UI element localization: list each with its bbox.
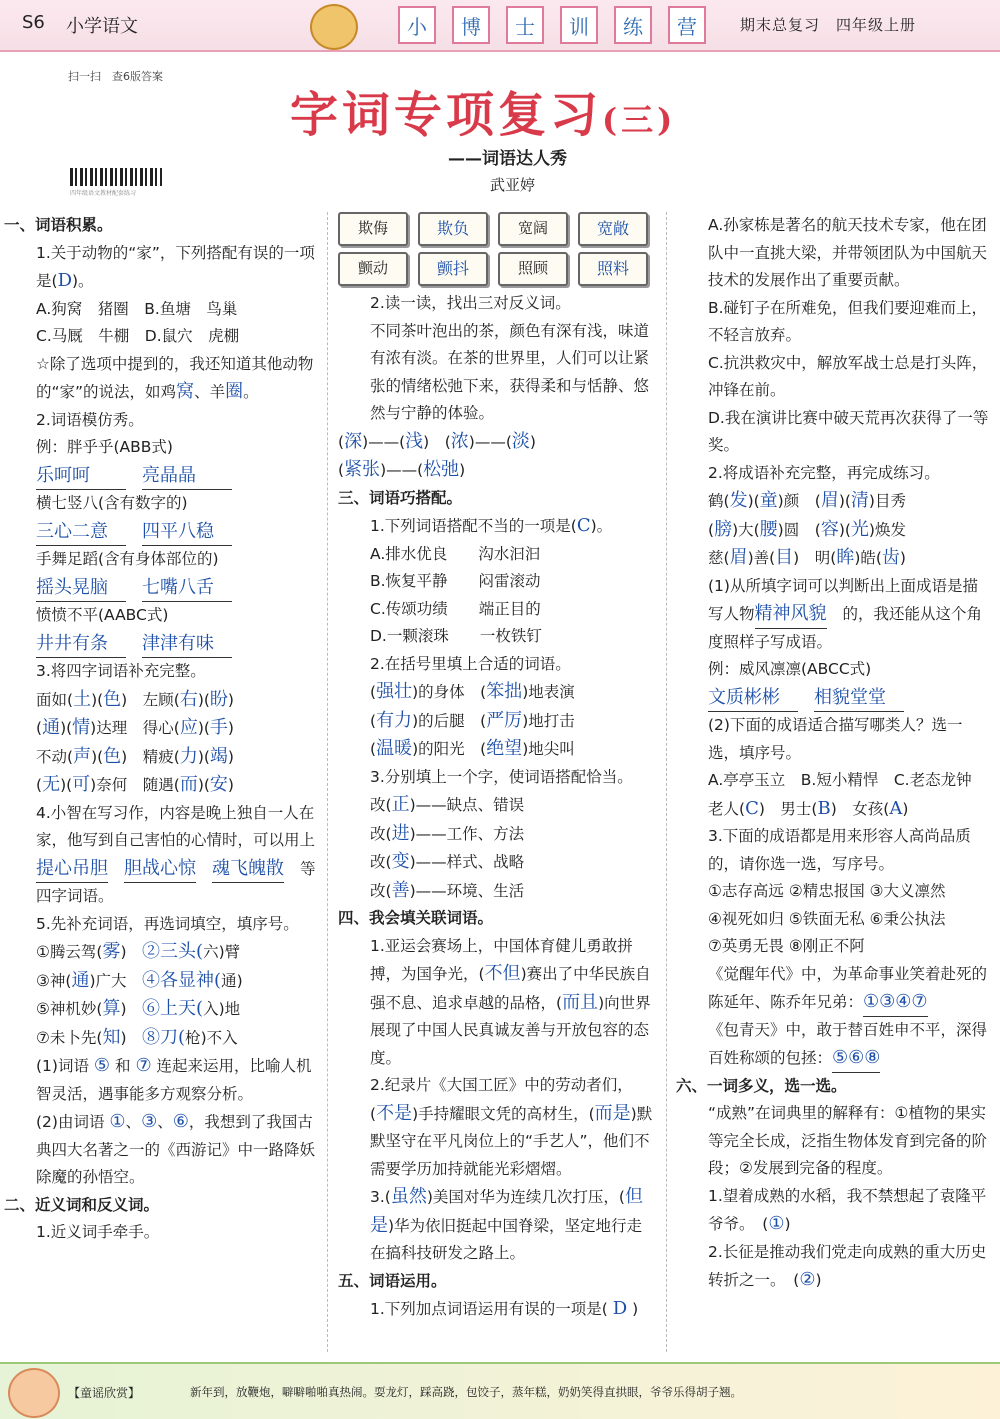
text: ( <box>370 683 377 701</box>
answer: 色 <box>103 745 122 767</box>
text: 改( <box>370 853 392 871</box>
fill-row <box>36 938 316 967</box>
answer: 腰 <box>759 518 778 540</box>
answer: 雾 <box>102 941 121 962</box>
text: ( <box>708 520 715 539</box>
text: )圆 <box>777 520 800 539</box>
question: 1.下列词语搭配不当的一项是(C)。 <box>370 515 613 536</box>
answer: 安 <box>209 774 228 795</box>
text: ( <box>814 520 821 539</box>
text: )广大 <box>89 971 127 990</box>
answer: 竭 <box>209 745 228 767</box>
answer: 手 <box>209 717 228 738</box>
text: 入 <box>203 1000 219 1018</box>
answer: 正 <box>391 794 410 815</box>
example: 例：胖乎乎(ABB式) <box>36 438 173 456</box>
column-left <box>4 212 316 1247</box>
text: )地 <box>218 1000 241 1018</box>
footer-text: 新年到，放鞭炮，噼噼啪啪真热闹。耍龙灯，踩高跷，包饺子，蒸年糕，奶奶笑得直拱眼，爷爷乐得胡子翘。 <box>190 1385 742 1399</box>
fill-row <box>36 743 316 772</box>
text: 改( <box>370 824 392 843</box>
text: ) <box>120 1000 127 1018</box>
text: )大( <box>732 520 760 539</box>
qr-caption: 四年级语文教材配套练习 <box>70 190 137 197</box>
fill-row <box>36 714 316 743</box>
qr-code-icon[interactable] <box>70 168 162 186</box>
option: B.碰钉子在所难免，但我们要迎难而上，不轻言放弃。 <box>708 298 988 344</box>
fill-row <box>36 1024 316 1053</box>
text: ) <box>121 747 128 766</box>
text: )地打击 <box>522 711 575 730</box>
match-row <box>370 678 654 707</box>
text: 随遇( <box>142 776 180 794</box>
text: ) <box>120 943 127 961</box>
section-heading: 五、词语运用。 <box>338 1271 447 1290</box>
section-heading: 四、我会填关联词语。 <box>338 909 494 927</box>
fill-rows <box>4 938 316 1052</box>
text: )焕发 <box>868 520 906 539</box>
text: 明( <box>814 549 837 567</box>
example: 横七竖八(含有数字的) <box>36 494 188 512</box>
column-middle <box>338 212 654 1324</box>
answers: 乐呵呵 亮晶晶 <box>4 462 316 491</box>
text: )( <box>197 776 210 794</box>
option: D.一颗滚珠 一枚铁钉 <box>370 627 542 645</box>
text: )( <box>197 747 210 766</box>
definition: “成熟”在词典里的解释有：①植物的果实等完全长成，泛指生物体发育到完备的阶段；②发展到完备的程度。 <box>708 1104 988 1177</box>
text: ( <box>36 719 43 737</box>
question-5-1: (1)词语 ⑤ 和 ⑦ 连起来运用，比喻人机智灵活，遇事能多方观察分析。 <box>36 1055 312 1103</box>
question-2: 2.词语模仿秀。 <box>36 410 144 429</box>
text: ( <box>480 683 487 701</box>
answer: 盼 <box>209 688 228 710</box>
answer: 眉 <box>820 490 839 511</box>
answer: 土 <box>73 688 92 710</box>
text: 鹤( <box>708 492 730 510</box>
footer <box>0 1362 1000 1419</box>
text: ⑤神机妙( <box>36 1000 103 1018</box>
fill-row <box>36 995 316 1024</box>
text: )颜 <box>777 492 800 510</box>
answer: 温暖 <box>376 738 413 759</box>
text: ( <box>814 492 821 510</box>
spacer <box>127 943 143 961</box>
match-row <box>370 707 654 736</box>
answers: 文质彬彬 相貌堂堂 <box>676 684 992 713</box>
column-right <box>676 212 992 1295</box>
answer: 知 <box>102 1026 121 1048</box>
column-divider <box>666 212 667 1352</box>
text: )( <box>60 719 73 737</box>
flag-word: 颤动 <box>338 252 408 286</box>
text: )善( <box>747 549 776 567</box>
spacer <box>127 776 143 794</box>
answer: 有力 <box>376 709 413 731</box>
text: )( <box>197 690 210 709</box>
answers: 井井有条 津津有味 <box>4 630 316 659</box>
fill-row <box>708 516 992 545</box>
question-5-2: (2)由词语 ①、③、⑥，我想到了我国古典四大名著之一的《西游记》中一路降妖除魔的孙悟空。 <box>36 1111 316 1186</box>
text: )皓( <box>854 549 882 567</box>
change-rows <box>338 791 654 905</box>
text: 左顾( <box>142 690 180 709</box>
child-illustration-icon <box>8 1368 60 1418</box>
text: 改( <box>370 796 392 814</box>
option: A.孙家栋是著名的航天技术专家，他在团队中一直挑大梁，并带领团队为中国航天技术的发展作出了重要贡献。 <box>708 216 988 289</box>
question-4: 4.小智在写习作，内容是晚上独自一人在家，他写到自己害怕的心情时，可以用上 提心吊胆 胆战心惊 魂飞魄散 等四字词语。 <box>36 803 316 905</box>
answer: 通 <box>71 969 90 991</box>
question: 2.长征是推动我们党走向成熟的重大历史转折之一。 (②) <box>708 1242 987 1290</box>
text: ) <box>227 690 234 709</box>
text: ( <box>480 711 487 730</box>
answer: 光 <box>850 518 869 540</box>
footer-label: 【童谣欣赏】 <box>68 1386 141 1400</box>
question-3: 3.将四字词语补充完整。 <box>36 662 206 680</box>
text: )( <box>838 492 851 510</box>
question-5: 5.先补充词语，再选词填空，填序号。 <box>36 914 299 933</box>
options: ④视死如归 ⑤铁面无私 ⑥秉公执法 <box>708 909 946 928</box>
question: 3.分别填上一个字，使词语搭配恰当。 <box>370 767 633 786</box>
answer: 童 <box>759 490 778 511</box>
flag-word: 照顾 <box>498 252 568 286</box>
text: )地尖叫 <box>522 740 575 758</box>
answer: 清 <box>850 490 869 511</box>
text: )——环境、生活 <box>409 881 525 900</box>
flag-word: 宽阔 <box>498 212 568 246</box>
text: ) <box>793 549 800 567</box>
idiom-rows <box>4 686 316 800</box>
cow-mascot-icon <box>310 4 358 50</box>
text: )臂 <box>218 943 241 961</box>
text: ) <box>899 549 906 567</box>
section-heading: 六、一词多义，选一选。 <box>676 1076 847 1095</box>
question: 3.(虽然)美国对华为连续几次打压，(但是)华为依旧挺起中国脊梁，坚定地行走在搞科技研发之路上。 <box>370 1186 643 1262</box>
text: ( <box>370 711 377 730</box>
spacer <box>127 691 143 709</box>
answers: 摇头晃脑 七嘴八舌 <box>4 574 316 603</box>
text: ) <box>227 747 234 766</box>
text: )( <box>91 690 104 709</box>
fill-row <box>36 686 316 715</box>
text: 通 <box>221 971 237 990</box>
answer: 变 <box>391 851 410 872</box>
column-divider <box>327 212 328 1352</box>
answer: 膀 <box>714 518 733 540</box>
brand-char: 小 <box>398 6 436 44</box>
question: (2)下面的成语适合描写哪类人？选一选，填序号。 <box>708 716 963 762</box>
answer: 应 <box>179 717 198 738</box>
text: ( <box>480 740 487 758</box>
spacer <box>127 1029 143 1047</box>
answer: 声 <box>73 745 92 767</box>
change-row <box>370 791 654 820</box>
page-header <box>0 0 1000 52</box>
brand-char: 士 <box>506 6 544 44</box>
fill-row <box>36 771 316 800</box>
spacer <box>127 748 143 766</box>
question-1: 1.关于动物的“家”，下列搭配有误的一项是(D)。 <box>36 243 315 291</box>
passage: 不同茶叶泡出的茶，颜色有深有浅，味道有浓有淡。在茶的世界里，人们可以让紧张的情绪松弛下来，获得柔和与恬静、悠然与宁静的体验。 <box>370 321 650 422</box>
change-row <box>370 820 654 849</box>
text: )——缺点、错误 <box>409 796 525 814</box>
text: )的后腿 <box>412 711 481 730</box>
flag-answer: 颤抖 <box>418 252 488 286</box>
answer: 容 <box>820 518 839 540</box>
options: A.狗窝 猪圈 B.鱼塘 鸟巢 <box>36 299 238 318</box>
text: )( <box>747 492 760 510</box>
answer: 右 <box>179 688 198 710</box>
brand-char: 博 <box>452 6 490 44</box>
text: ( <box>36 776 43 794</box>
spacer <box>127 1000 143 1018</box>
fill-row <box>708 487 992 516</box>
spacer <box>799 549 815 567</box>
text: 改( <box>370 881 392 900</box>
text: ⑦未卜先( <box>36 1028 103 1047</box>
header-right-label: 期末总复习 四年级上册 <box>740 16 917 34</box>
text: ③神( <box>36 971 72 990</box>
brand-char: 训 <box>560 6 598 44</box>
options: A.亭亭玉立 B.短小精悍 C.老态龙钟 <box>708 771 972 789</box>
idiom-rows <box>676 487 992 573</box>
text: )目秀 <box>868 492 906 510</box>
option: C.抗洪救灾中，解放军战士总是打头阵，冲锋在前。 <box>708 353 988 399</box>
answer: 强壮 <box>376 681 413 702</box>
section-heading: 三、词语巧搭配。 <box>338 488 463 507</box>
text: )的身体 <box>412 683 481 701</box>
text: ) <box>227 776 234 794</box>
author: 武亚婷 <box>490 176 536 194</box>
spacer <box>127 719 143 737</box>
answer: ⑧刀( <box>142 1026 186 1048</box>
answer: 力 <box>179 745 198 767</box>
text: )达理 <box>90 719 128 737</box>
antonym-answers: (深)——(浅) (浓)——(淡) (紧张)——(松弛) <box>338 430 536 480</box>
options: ①志存高远 ②精忠报国 ③大义凛然 <box>708 882 946 900</box>
example: 例：威风凛凛(ABCC式) <box>708 660 872 678</box>
answer: ④各显神( <box>142 969 222 991</box>
text: ) <box>236 971 243 990</box>
question: 2.纪录片《大国工匠》中的劳动者们，(不是)手持耀眼文凭的高材生，(而是)默默坚守在平凡岗位上的“手艺人”，他们不需要学历加持就能光彩熠熠。 <box>370 1076 653 1178</box>
scan-hint: 扫一扫 查6版答案 <box>68 70 163 83</box>
question: 2.将成语补充完整，再完成练习。 <box>708 463 940 482</box>
text: ①腾云驾( <box>36 943 103 961</box>
text: ) <box>121 690 128 709</box>
option: A.排水优良 沟水汩汩 <box>370 544 541 563</box>
answer: 发 <box>729 490 748 511</box>
text: 枪 <box>185 1028 201 1047</box>
brand-char: 练 <box>614 6 652 44</box>
section-heading: 一、词语积累。 <box>4 216 113 234</box>
question: 1.近义词手牵手。 <box>36 1223 160 1241</box>
text: 精疲( <box>142 747 180 766</box>
text: ) <box>120 1028 127 1047</box>
flag-word: 欺侮 <box>338 212 408 246</box>
page-number: S6 <box>22 12 45 33</box>
answer: 可 <box>72 774 91 795</box>
question: 2.在括号里填上合适的词语。 <box>370 654 571 673</box>
answer: ②三头( <box>142 941 204 962</box>
match-rows <box>338 678 654 764</box>
text: ( <box>370 740 377 758</box>
spacer <box>799 492 815 510</box>
spacer <box>127 972 143 990</box>
text: )( <box>60 776 73 794</box>
change-row <box>370 877 654 906</box>
answer: 严厉 <box>486 709 523 731</box>
flag-answer: 宽敞 <box>578 212 648 246</box>
question: 1.望着成熟的水稻，我不禁想起了袁隆平爷爷。 (①) <box>708 1186 987 1234</box>
answer: 算 <box>102 998 121 1019</box>
answer: 笨拙 <box>486 681 523 702</box>
answers: 老人(C) 男士(B) 女孩(A) <box>708 797 909 819</box>
fill-row <box>708 544 992 573</box>
text: )——工作、方法 <box>409 824 525 843</box>
flag-answer: 照料 <box>578 252 648 286</box>
text: 慈( <box>708 549 730 567</box>
text: 得心( <box>142 719 180 737</box>
answer: 进 <box>391 822 410 844</box>
answer: 善 <box>391 879 410 901</box>
answer: 齿 <box>881 547 900 568</box>
option: D.我在演讲比赛中破天荒再次获得了一等奖。 <box>708 408 989 454</box>
section-heading: 二、近义词和反义词。 <box>4 1195 160 1214</box>
answer: 情 <box>72 717 91 738</box>
page-title: 字词专项复习(三) <box>290 87 677 143</box>
answer: 而 <box>179 774 198 795</box>
answer: 目 <box>775 547 794 568</box>
answer: 通 <box>42 717 61 738</box>
option: B.恢复平静 闷雷滚动 <box>370 572 541 590</box>
brand-char: 营 <box>668 6 706 44</box>
text: )不入 <box>200 1028 238 1047</box>
spacer <box>799 521 815 539</box>
answer: 眉 <box>729 547 748 568</box>
page-subtitle: ——词语达人秀 <box>448 149 567 169</box>
option: C.传颂功绩 端正目的 <box>370 599 541 618</box>
answer: 无 <box>42 774 61 795</box>
options: C.马厩 牛棚 D.鼠穴 虎棚 <box>36 327 240 345</box>
question: (1)从所填字词可以判断出上面成语是描写人物精神风貌 的，我还能从这个角度照样子写成语。 <box>708 576 983 651</box>
match-row <box>370 735 654 764</box>
text: )( <box>838 520 851 539</box>
subject-label: 小学语文 <box>66 16 138 37</box>
options: ⑦英勇无畏 ⑧刚正不阿 <box>708 937 865 955</box>
text: )——样式、战略 <box>409 853 525 871</box>
question: 3.下面的成语都是用来形容人高尚品质的，请你选一选，写序号。 <box>708 827 971 873</box>
text: ) <box>227 719 234 737</box>
answer-line: 《觉醒年代》中，为革命事业笑着赴死的陈延年、陈乔年兄弟：①③④⑦ <box>676 961 992 1017</box>
question-1b: ☆除了选项中提到的，我还知道其他动物的“家”的说法，如鸡窝、羊圈。 <box>36 354 314 402</box>
answer: 眸 <box>836 547 855 568</box>
text: 面如( <box>36 690 74 709</box>
text: )( <box>197 719 210 737</box>
example: 手舞足蹈(含有身体部位的) <box>36 550 219 568</box>
text: )奈何 <box>90 776 128 794</box>
fill-row <box>36 967 316 996</box>
change-row <box>370 848 654 877</box>
text: )地表演 <box>522 683 575 701</box>
answer: ⑥上天( <box>142 998 204 1019</box>
question: 2.读一读，找出三对反义词。 <box>370 294 571 312</box>
text: )( <box>91 747 104 766</box>
example: 愤愤不平(AABC式) <box>36 606 169 624</box>
answer-line: 《包青天》中，敢于替百姓申不平，深得百姓称颂的包拯：⑤⑥⑧ <box>676 1017 992 1073</box>
text: )的阳光 <box>412 740 481 758</box>
brand-boxes <box>398 6 706 44</box>
flag-answer: 欺负 <box>418 212 488 246</box>
answers: 三心二意 四平八稳 <box>4 518 316 547</box>
answer: 色 <box>103 688 122 710</box>
question: 1.下列加点词语运用有误的一项是( D ) <box>370 1298 639 1319</box>
synonym-flags <box>338 212 654 286</box>
text: 六 <box>203 943 219 961</box>
answer: 绝望 <box>486 738 523 759</box>
question: 1.亚运会赛场上，中国体育健儿勇敢拼搏，为国争光，(不但)赛出了中华民族自强不息、追求卓越的品格，(而且)向世界展现了中国人民真诚友善与开放包容的态度。 <box>370 936 651 1067</box>
text: 不动( <box>36 747 74 766</box>
